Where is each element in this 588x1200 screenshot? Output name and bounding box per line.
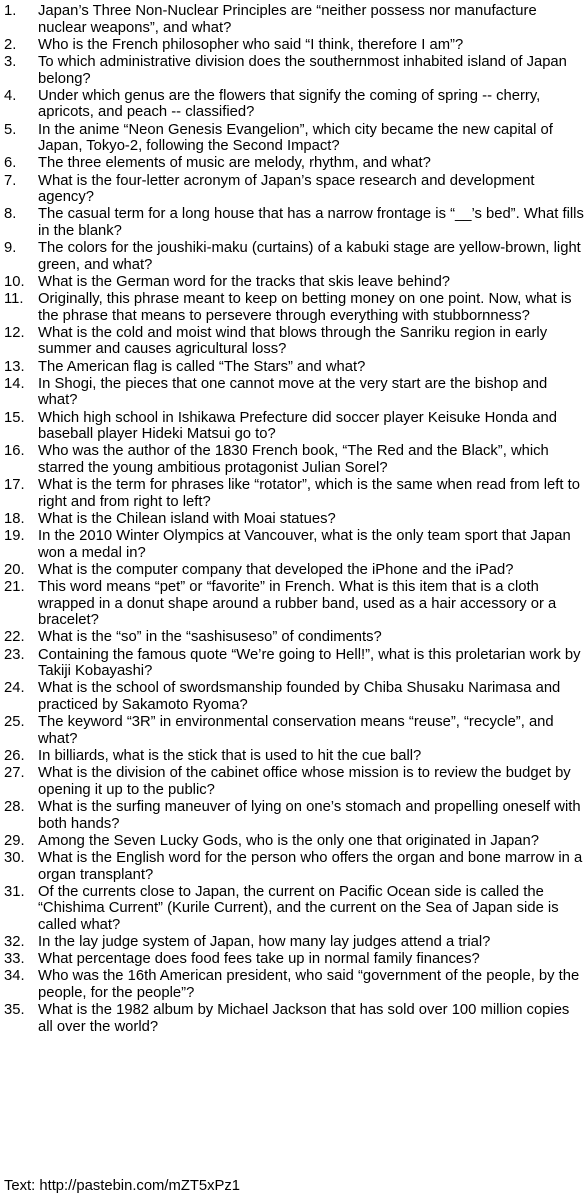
question-number: 7. (4, 172, 17, 189)
question-number: 29. (4, 832, 25, 849)
question-text: What is the school of swordsmanship founded by Chiba Shusaku Narimasa and practiced by Sakamoto Ryoma? (38, 680, 561, 713)
question-text: Containing the famous quote “We’re going to Hell!”, what is this proletarian work by Takiji Kobayashi? (38, 646, 581, 680)
question-item (4, 3, 584, 36)
question-number: 8. (4, 206, 17, 223)
question-item (4, 714, 584, 747)
question-item (4, 54, 584, 87)
question-text: In Shogi, the pieces that one cannot move at the very start are the bishop and what? (38, 375, 548, 409)
question-number: 6. (4, 155, 17, 172)
question-text: The American flag is called “The Stars” and what? (38, 358, 366, 375)
question-text: In billiards, what is the stick that is used to hit the cue ball? (38, 747, 422, 764)
question-item (4, 206, 584, 239)
question-number: 1. (4, 3, 17, 19)
question-text: What is the four-letter acronym of Japan’s space research and development agency? (38, 172, 535, 206)
question-number: 30. (4, 849, 25, 866)
question-text: What is the surfing maneuver of lying on one’s stomach and propelling oneself with both hands? (38, 798, 581, 832)
question-item (4, 410, 584, 443)
question-item (4, 765, 584, 798)
question-text: What is the term for phrases like “rotator”, which is the same when read from left to right and from right to left? (38, 477, 580, 510)
question-text: Among the Seven Lucky Gods, who is the only one that originated in Japan? (38, 832, 539, 849)
question-text: What is the English word for the person who offers the organ and bone marrow in a organ transplant? (38, 849, 583, 883)
question-number: 23. (4, 646, 25, 663)
question-item (4, 122, 584, 155)
question-number: 17. (4, 477, 25, 494)
question-item (4, 680, 584, 713)
question-item (4, 951, 584, 968)
question-number: 33. (4, 951, 25, 968)
question-text: In the anime “Neon Genesis Evangelion”, which city became the new capital of Japan, Tokyo-2, following the Second Impact? (38, 121, 553, 155)
question-item (4, 274, 584, 291)
question-item (4, 88, 584, 121)
question-item (4, 968, 584, 1001)
question-text: What is the cold and moist wind that blows through the Sanriku region in early summer and causes agricultural loss? (38, 324, 548, 358)
question-number: 25. (4, 714, 25, 731)
question-number: 28. (4, 798, 25, 815)
question-text: This word means “pet” or “favorite” in French. What is this item that is a cloth wrapped in a donut shape around a rubber band, used as a hair accessory or a bracelet? (38, 579, 557, 629)
question-number: 12. (4, 324, 25, 341)
question-item (4, 579, 584, 629)
question-text: What percentage does food fees take up in normal family finances? (38, 951, 480, 968)
question-text: Originally, this phrase meant to keep on betting money on one point. Now, what is the phrase that means to persevere through everything with stubbornness? (38, 291, 572, 324)
question-number: 10. (4, 273, 25, 290)
question-text: What is the “so” in the “sashisuseso” of condiments? (38, 629, 382, 646)
question-item (4, 376, 584, 409)
question-item (4, 443, 584, 476)
question-item (4, 291, 584, 324)
question-text: Japan’s Three Non-Nuclear Principles are “neither possess nor manufacture nuclear weapons”, and what? (38, 3, 537, 36)
question-text: The keyword “3R” in environmental conservation means “reuse”, “recycle”, and what? (38, 714, 554, 747)
question-list (4, 3, 584, 1035)
question-number: 32. (4, 934, 25, 951)
question-text: Who is the French philosopher who said “I think, therefore I am”? (38, 36, 464, 53)
question-item (4, 833, 584, 850)
question-number: 34. (4, 968, 25, 985)
question-number: 35. (4, 1002, 25, 1019)
question-number: 16. (4, 443, 25, 460)
question-number: 2. (4, 36, 17, 53)
question-text: To which administrative division does the southernmost inhabited island of Japan belong? (38, 53, 567, 87)
question-text: The three elements of music are melody, rhythm, and what? (38, 155, 431, 172)
question-text: Who was the author of the 1830 French book, “The Red and the Black”, which starred the young ambitious protagonist Julian Sorel? (38, 443, 549, 476)
question-text: In the lay judge system of Japan, how many lay judges attend a trial? (38, 934, 491, 951)
question-number: 27. (4, 765, 25, 782)
question-text: The colors for the joushiki-maku (curtains) of a kabuki stage are yellow-brown, light green, and what? (38, 240, 581, 273)
question-number: 15. (4, 409, 25, 426)
question-item (4, 37, 584, 54)
question-text: What is the division of the cabinet office whose mission is to review the budget by opening it up to the public? (38, 765, 571, 798)
question-number: 26. (4, 747, 25, 764)
question-item (4, 748, 584, 765)
question-item (4, 325, 584, 358)
question-text: What is the Chilean island with Moai statues? (38, 510, 336, 527)
question-item (4, 240, 584, 273)
question-text: The casual term for a long house that has a narrow frontage is “__’s bed”. What fills in the blank? (38, 206, 584, 239)
question-number: 21. (4, 579, 25, 596)
question-item (4, 850, 584, 883)
question-item (4, 359, 584, 376)
question-item (4, 884, 584, 934)
question-text: What is the German word for the tracks that skis leave behind? (38, 273, 451, 290)
question-item (4, 629, 584, 646)
question-number: 3. (4, 53, 17, 70)
question-item (4, 477, 584, 510)
question-number: 18. (4, 510, 25, 527)
question-number: 11. (4, 291, 24, 308)
question-item (4, 1002, 584, 1035)
source-footer: Text: http://pastebin.com/mZT5xPz1 (4, 1178, 241, 1194)
question-text: In the 2010 Winter Olympics at Vancouver, what is the only team sport that Japan won a medal in? (38, 528, 571, 561)
question-item (4, 173, 584, 206)
question-item (4, 647, 584, 680)
question-number: 19. (4, 528, 25, 545)
question-item (4, 934, 584, 951)
question-item (4, 511, 584, 528)
question-number: 4. (4, 87, 17, 104)
question-number: 9. (4, 240, 17, 257)
question-text: Of the currents close to Japan, the current on Pacific Ocean side is called the “Chishima Current” (Kurile Current), and the current on the Sea of Japan side is called what? (38, 883, 559, 933)
question-text: What is the computer company that developed the iPhone and the iPad? (38, 561, 514, 578)
question-item (4, 528, 584, 561)
question-text: What is the 1982 album by Michael Jackson that has sold over 100 million copies all over the world? (38, 1002, 570, 1035)
question-number: 5. (4, 121, 17, 138)
question-text: Who was the 16th American president, who said “government of the people, by the people, for the people”? (38, 968, 580, 1002)
question-number: 14. (4, 375, 25, 392)
question-text: Which high school in Ishikawa Prefecture did soccer player Keisuke Honda and baseball player Hideki Matsui go to? (38, 409, 557, 443)
question-item (4, 799, 584, 832)
question-number: 24. (4, 680, 25, 697)
question-item (4, 562, 584, 579)
question-number: 20. (4, 561, 25, 578)
question-item (4, 155, 584, 172)
question-number: 22. (4, 629, 25, 646)
question-number: 13. (4, 358, 25, 375)
question-number: 31. (4, 883, 25, 900)
question-text: Under which genus are the flowers that signify the coming of spring -- cherry, apricots, and peach -- classified? (38, 87, 541, 121)
